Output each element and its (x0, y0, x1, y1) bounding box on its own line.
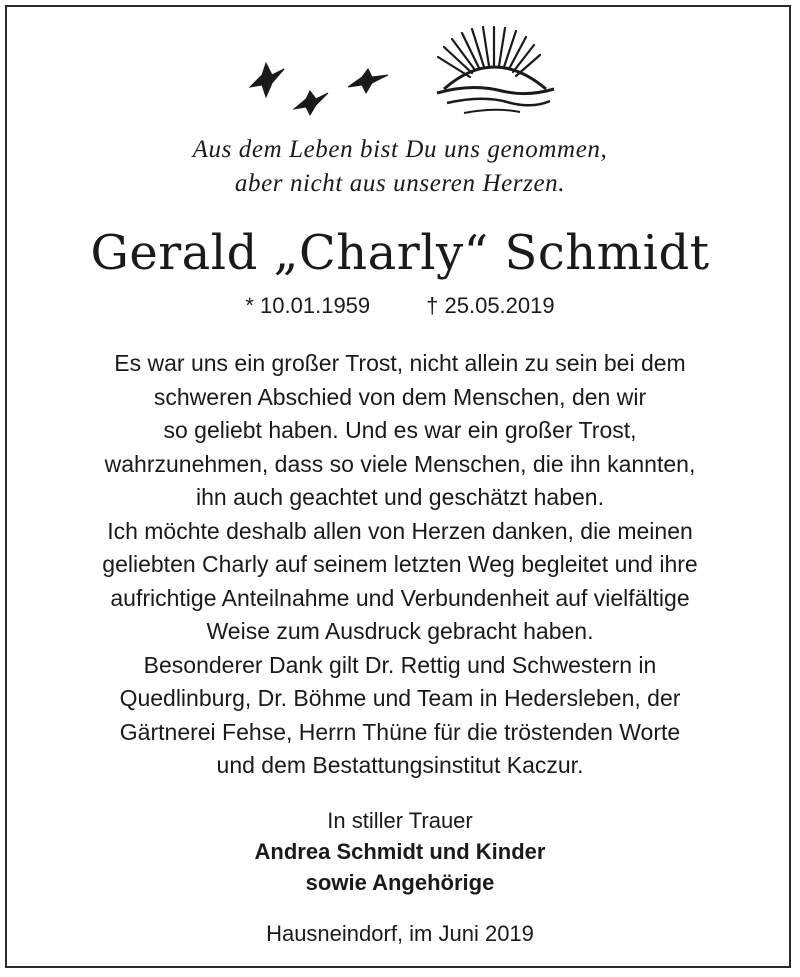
text-line: ihn auch geachtet und geschätzt haben. (196, 484, 604, 510)
birth-date: * 10.01.1959 (245, 293, 371, 318)
text-line: wahrzunehmen, dass so viele Menschen, die ihn kannten, (104, 450, 696, 477)
text-line: Weise zum Ausdruck gebracht haben. (206, 618, 594, 644)
closing-block (7, 805, 793, 898)
mourners-primary: Andrea Schmidt und Kinder (254, 839, 546, 864)
text-line: Es war uns ein großer Trost, nicht allein zu sein bei dem (114, 350, 686, 376)
death-date: † 25.05.2019 (426, 293, 555, 318)
text-line: aufrichtige Anteilnahme und Verbundenheit auf vielfältige (110, 584, 690, 611)
obituary-card (5, 5, 791, 968)
deceased-name: Gerald „Charly“ Schmidt (90, 225, 710, 281)
text-line: Besonderer Dank gilt Dr. Rettig und Schwestern in (143, 651, 657, 678)
text-line: und dem Bestattungsinstitut Kaczur. (216, 752, 584, 778)
thank-you-text (7, 347, 793, 783)
life-dates (7, 291, 793, 321)
verse-line: Aus dem Leben bist Du uns genommen, (192, 136, 608, 163)
text-line: geliebten Charly auf seinem letzten Weg begleitet und ihre (102, 551, 698, 577)
memorial-verse (7, 133, 793, 201)
place-and-date: Hausneindorf, im Juni 2019 (266, 921, 534, 946)
text-line: Gärtnerei Fehse, Herrn Thüne für die tröstenden Worte (119, 718, 681, 745)
verse-line: aber nicht aus unseren Herzen. (234, 170, 566, 197)
mourners-secondary: sowie Angehörige (305, 870, 495, 895)
text-line: so geliebt haben. Und es war ein großer Trost, (163, 417, 637, 443)
text-line: Ich möchte deshalb allen von Herzen danken, die meinen (107, 517, 693, 544)
closing-intro: In stiller Trauer (327, 808, 473, 833)
text-line: Quedlinburg, Dr. Böhme und Team in Hedersleben, der (119, 685, 681, 711)
birds-and-sunset-icon (232, 25, 562, 125)
text-line: schweren Abschied von dem Menschen, den wir (153, 383, 647, 410)
